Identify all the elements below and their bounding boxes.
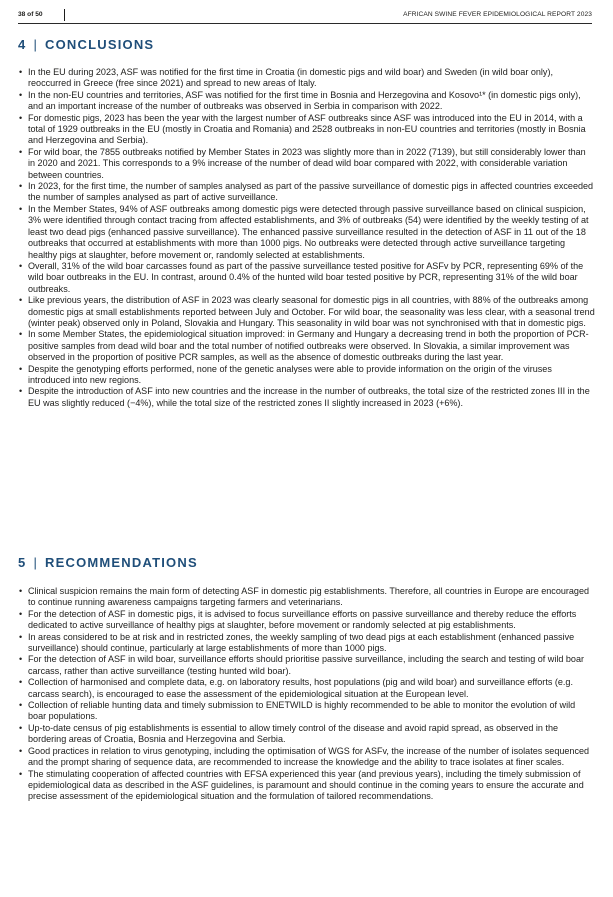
recommendations-number: 5 [18,555,27,570]
conclusion-item: • In the non-EU countries and territories, ASF was notified for the first time in Bosnia and Herzegovina and Kosovo¹* (in domestic pigs only), and an important increase of the number of outbreaks was observed in Serbia in comparison with 2022. [18,90,595,113]
heading-divider: | [33,37,39,52]
conclusion-item: • In the EU during 2023, ASF was notified for the first time in Croatia (in domestic pigs and wild boar) and Sweden (in wild boar only), reoccurred in Greece (free since 2021) and spread to new areas of Italy. [18,67,595,90]
conclusion-item: • For domestic pigs, 2023 has been the year with the largest number of ASF outbreaks since ASF was introduced into the EU in 2014, with a total of 1929 outbreaks in the EU (mostly in Croatia and Romania) and 2528 outbreaks in non-EU countries and territories (mostly in Bosnia and Herzegovina and Serbia). [18,113,595,147]
conclusion-item: • Like previous years, the distribution of ASF in 2023 was clearly seasonal for domestic pigs in all countries, with 88% of the outbreaks among domestic pigs at small establishments reported between July and October. For wild boar, the seasonality was less clear, with a seasonal trend (winter peak) observed only in Poland, Slovakia and Hungary. This seasonality in wild boar was not synchronised with that in domestic pigs. [18,295,595,329]
recommendations-title: RECOMMENDATIONS [45,555,198,570]
recommendation-item: • Good practices in relation to virus genotyping, including the optimisation of WGS for ASFv, the increase of the number of isolates sequenced and the prompt sharing of sequence data, are recommended to increase the knowledge and the ability to trace isolates at finer scales. [18,746,595,769]
recommendation-item: • In areas considered to be at risk and in restricted zones, the weekly sampling of two dead pigs at each establishment (enhanced passive surveillance) should continue, particularly at large establishments of more than 1000 pigs. [18,632,595,655]
conclusions-list [18,67,595,409]
page-number: 38 of 50 [18,11,43,18]
header-separator [64,9,65,21]
recommendation-item: • For the detection of ASF in domestic pigs, it is advised to focus surveillance efforts on passive surveillance and thereby reduce the efforts dedicated to active surveillance of healthy pigs at slaughter, before movement or randomly selected at pig establishments. [18,609,595,632]
recommendation-item: • Collection of harmonised and complete data, e.g. on laboratory results, host populations (pig and wild boar) and surveillance efforts (e.g. carcass search), is encouraged to ease the assessment of the epidemiological situation at the European level. [18,677,595,700]
header-rule [18,23,592,24]
heading-divider: | [33,555,39,570]
recommendations-heading [18,555,198,570]
conclusion-item: • In 2023, for the first time, the number of samples analysed as part of the passive surveillance of domestic pigs in affected countries exceeded the number of samples analysed as part of active surveillance. [18,181,595,204]
recommendation-item: • The stimulating cooperation of affected countries with EFSA experienced this year (and previous years), including the timely submission of epidemiological data as described in the ASF guidelines, is paramount and should continue in the coming years to ensure the accurate and precise assessment of the epidemiological situation and the formulation of tailored recommendations. [18,769,595,803]
recommendation-item: • Collection of reliable hunting data and timely submission to ENETWILD is highly recommended to be able to monitor the evolution of wild boar populations. [18,700,595,723]
conclusion-item: • For wild boar, the 7855 outbreaks notified by Member States in 2023 was slightly more than in 2022 (7139), but still considerably lower than in 2020 and 2021. This corresponds to a 9% increase of the number of dead wild boar compared with 2022, with considerable variation between countries. [18,147,595,181]
conclusions-number: 4 [18,37,27,52]
report-title: AFRICAN SWINE FEVER EPIDEMIOLOGICAL REPORT 2023 [403,11,592,18]
conclusion-item: • Overall, 31% of the wild boar carcasses found as part of the passive surveillance tested positive for ASFv by PCR, representing 69% of the wild boar outbreaks in the EU. In contrast, around 0.4% of the hunted wild boar tested positive by PCR, representing 31% of the wild boar outbreaks. [18,261,595,295]
recommendations-list [18,586,595,803]
conclusion-item: • In some Member States, the epidemiological situation improved: in Germany and Hungary a decreasing trend in both the proportion of PCR-positive samples from dead wild boar and the total number of notified outbreaks were observed. In Slovakia, a similar improvement was observed in the proportion of positive PCR samples, as well as the absence of domestic outbreaks during the last year. [18,329,595,363]
conclusions-heading [18,37,154,52]
conclusions-title: CONCLUSIONS [45,37,155,52]
page-header [18,8,592,22]
recommendation-item: • For the detection of ASF in wild boar, surveillance efforts should prioritise passive surveillance, including the search and testing of wild boar carcass, rather than active surveillance (testing hunted wild boar). [18,654,595,677]
conclusion-item: • Despite the introduction of ASF into new countries and the increase in the number of outbreaks, the total size of the restricted zones III in the EU was slightly reduced (−4%), while the total size of the restricted zones II slightly increased in 2023 (+6%). [18,386,595,409]
conclusion-item: • Despite the genotyping efforts performed, none of the genetic analyses were able to provide information on the origin of the viruses introduced into new regions. [18,364,595,387]
conclusion-item: • In the Member States, 94% of ASF outbreaks among domestic pigs were detected through passive surveillance based on clinical suspicion, 3% were identified through contact tracing from affected establishments, and 3% of outbreaks (54) were identified by the weekly testing of at least two dead pigs (enhanced passive surveillance). The enhanced passive surveillance resulted in the detection of ASF in 11 out of the 18 outbreaks that occurred at establishments with more than 1000 pigs. No outbreaks were detected through active surveillance targeting healthy pigs at slaughter, before movement or, randomly selected at establishments. [18,204,595,261]
recommendation-item: • Clinical suspicion remains the main form of detecting ASF in domestic pig establishments. Therefore, all countries in Europe are encouraged to continue running awareness campaigns targeting farmers and veterinarians. [18,586,595,609]
recommendation-item: • Up-to-date census of pig establishments is essential to allow timely control of the disease and avoid rapid spread, as observed in the bordering areas of Croatia, Bosnia and Herzegovina and Serbia. [18,723,595,746]
